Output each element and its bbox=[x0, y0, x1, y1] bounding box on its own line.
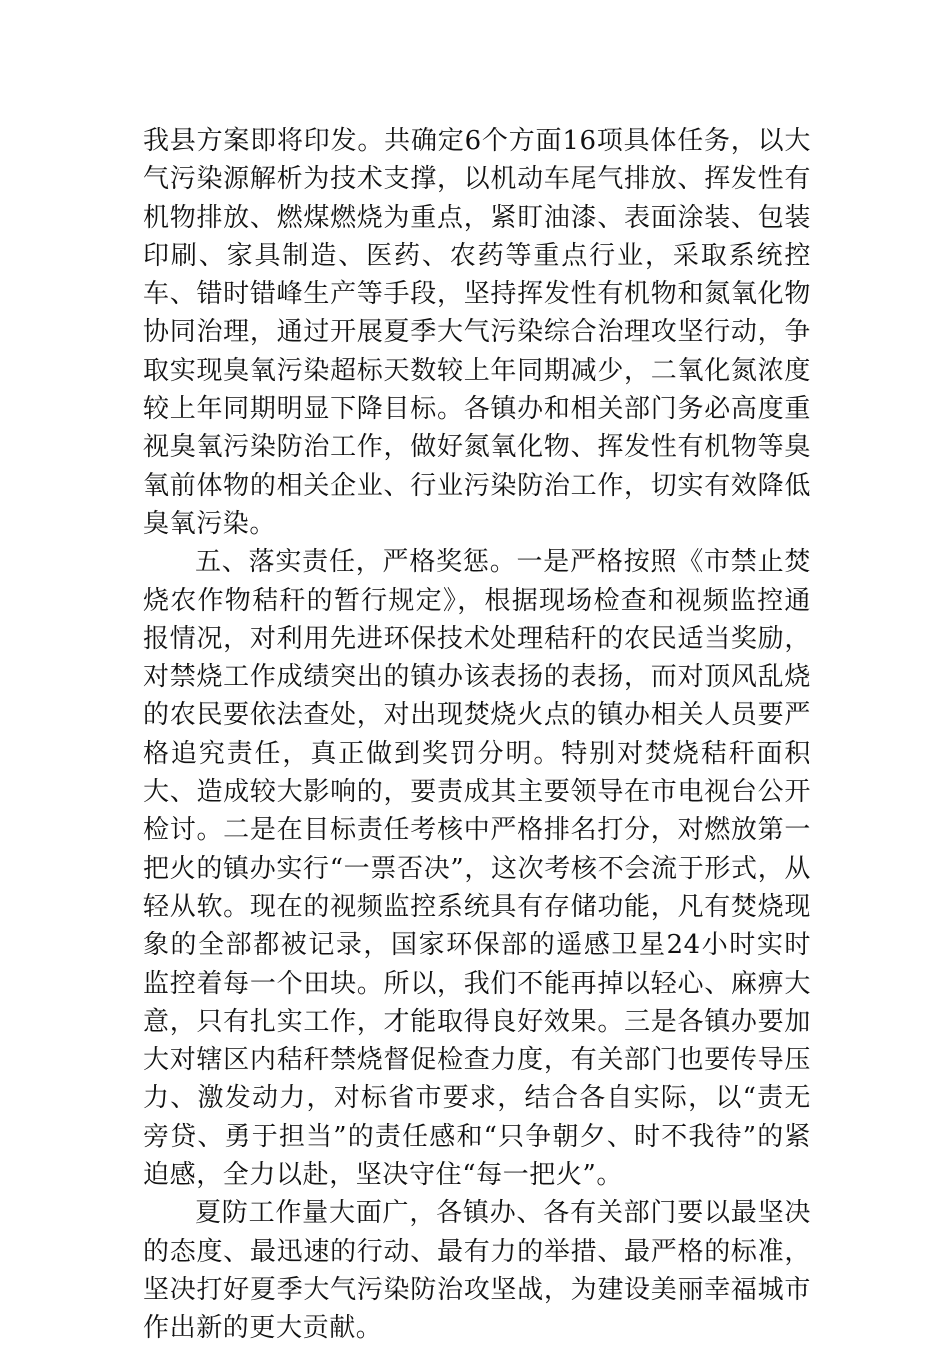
paragraph-section-five: 五、落实责任，严格奖惩。一是严格按照《市禁止焚烧农作物秸秆的暂行规定》，根据现场检查和视频监控通报情况，对利用先进环保技术处理秸秆的农民适当奖励，对禁烧工作成绩突出的镇办该表扬的表扬，而对顶风乱烧的农民要依法查处，对出现焚烧火点的镇办相关人员要严格追究责任，真正做到奖罚分明。特别对焚烧秸秆面积大、造成较大影响的，要责成其主要领导在市电视台公开检讨。二是在目标责任考核中严格排名打分，对燃放第一把火的镇办实行“一票否决”，这次考核不会流于形式，从轻从软。现在的视频监控系统具有存储功能，凡有焚烧现象的全部都被记录，国家环保部的遥感卫星24小时实时监控着每一个田块。所以，我们不能再掉以轻心、麻痹大意，只有扎实工作，才能取得良好效果。三是各镇办要加大对辖区内秸秆禁烧督促检查力度，有关部门也要传导压力、激发动力，对标省市要求，结合各自实际，以“责无旁贷、勇于担当”的责任感和“只争朝夕、时不我待”的紧迫感，全力以赴，坚决守住“每一把火”。 bbox=[143, 547, 811, 1191]
document-body bbox=[143, 122, 811, 1348]
paragraph-continuation: 我县方案即将印发。共确定6个方面16项具体任务，以大气污染源解析为技术支撑，以机动车尾气排放、挥发性有机物排放、燃煤燃烧为重点，紧盯油漆、表面涂装、包装印刷、家具制造、医药、农药等重点行业，采取系统控车、错时错峰生产等手段，坚持挥发性有机物和氮氧化物协同治理，通过开展夏季大气污染综合治理攻坚行动，争取实现臭氧污染超标天数较上年同期减少，二氧化氮浓度较上年同期明显下降目标。各镇办和相关部门务必高度重视臭氧污染防治工作，做好氮氧化物、挥发性有机物等臭氧前体物的相关企业、行业污染防治工作，切实有效降低臭氧污染。 bbox=[143, 126, 811, 539]
paragraph-conclusion: 夏防工作量大面广，各镇办、各有关部门要以最坚决的态度、最迅速的行动、最有力的举措、最严格的标准，坚决打好夏季大气污染防治攻坚战，为建设美丽幸福城市作出新的更大贡献。 bbox=[143, 1198, 811, 1344]
